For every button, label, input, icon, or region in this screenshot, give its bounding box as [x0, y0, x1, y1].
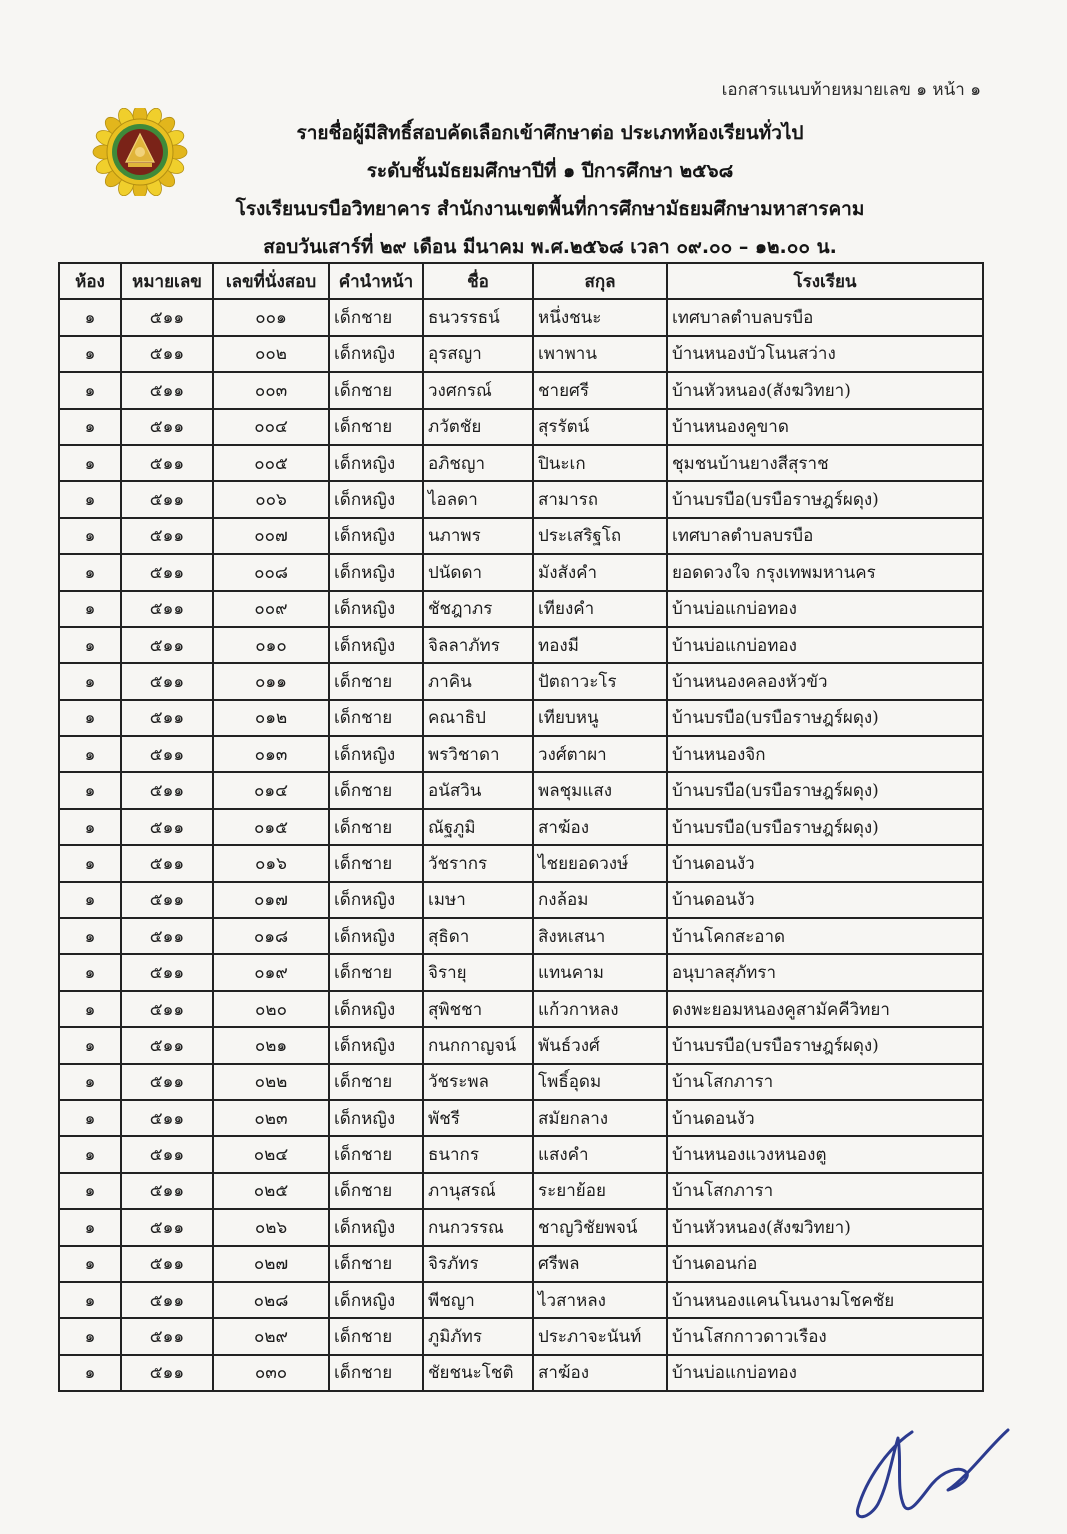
cell-room: ๑	[59, 991, 121, 1027]
cell-seat-number: ๐๒๗	[213, 1246, 329, 1282]
cell-school: ชุมชนบ้านยางสีสุราช	[667, 445, 983, 481]
cell-number: ๕๑๑	[121, 1064, 213, 1100]
cell-surname: โพธิ์อุดม	[533, 1064, 667, 1100]
cell-surname: แทนคาม	[533, 954, 667, 990]
cell-surname: สาฆ้อง	[533, 1355, 667, 1391]
cell-surname: วงศ์ตาผา	[533, 736, 667, 772]
cell-first-name: คณาธิป	[423, 700, 533, 736]
cell-number: ๕๑๑	[121, 481, 213, 517]
cell-room: ๑	[59, 736, 121, 772]
cell-number: ๕๑๑	[121, 809, 213, 845]
cell-room: ๑	[59, 1282, 121, 1318]
cell-room: ๑	[59, 809, 121, 845]
header-room: ห้อง	[59, 263, 121, 299]
table-row	[59, 627, 983, 663]
cell-school: ดงพะยอมหนองคูสามัคคีวิทยา	[667, 991, 983, 1027]
cell-prefix: เด็กหญิง	[329, 1209, 423, 1245]
cell-first-name: ชัชฎาภร	[423, 591, 533, 627]
cell-prefix: เด็กชาย	[329, 663, 423, 699]
cell-prefix: เด็กชาย	[329, 772, 423, 808]
cell-number: ๕๑๑	[121, 736, 213, 772]
cell-school: บ้านบ่อแกบ่อทอง	[667, 1355, 983, 1391]
cell-room: ๑	[59, 409, 121, 445]
cell-school: บ้านบรบือ(บรบือราษฎร์ผดุง)	[667, 1027, 983, 1063]
cell-prefix: เด็กชาย	[329, 1064, 423, 1100]
cell-prefix: เด็กหญิง	[329, 518, 423, 554]
cell-number: ๕๑๑	[121, 772, 213, 808]
cell-school: ยอดดวงใจ กรุงเทพมหานคร	[667, 554, 983, 590]
cell-prefix: เด็กหญิง	[329, 1027, 423, 1063]
cell-surname: เทียบหนู	[533, 700, 667, 736]
cell-first-name: ภานุสรณ์	[423, 1173, 533, 1209]
cell-school: บ้านหนองคูขาด	[667, 409, 983, 445]
cell-surname: พลชุมแสง	[533, 772, 667, 808]
cell-surname: สมัยกลาง	[533, 1100, 667, 1136]
cell-first-name: ณัฐภูมิ	[423, 809, 533, 845]
cell-school: บ้านหนองแวงหนองตู	[667, 1136, 983, 1172]
cell-prefix: เด็กชาย	[329, 1318, 423, 1354]
cell-school: บ้านบรบือ(บรบือราษฎร์ผดุง)	[667, 700, 983, 736]
cell-seat-number: ๐๐๘	[213, 554, 329, 590]
cell-first-name: พีชญา	[423, 1282, 533, 1318]
table-row	[59, 1173, 983, 1209]
table-row	[59, 1136, 983, 1172]
cell-room: ๑	[59, 336, 121, 372]
heading-line-1: รายชื่อผู้มีสิทธิ์สอบคัดเลือกเข้าศึกษาต่อ ประเภทห้องเรียนทั่วไป	[296, 122, 804, 144]
cell-seat-number: ๐๒๔	[213, 1136, 329, 1172]
cell-number: ๕๑๑	[121, 1027, 213, 1063]
cell-number: ๕๑๑	[121, 409, 213, 445]
cell-school: บ้านดอนก่อ	[667, 1246, 983, 1282]
cell-seat-number: ๐๐๖	[213, 481, 329, 517]
cell-prefix: เด็กหญิง	[329, 591, 423, 627]
cell-seat-number: ๐๐๗	[213, 518, 329, 554]
cell-prefix: เด็กชาย	[329, 409, 423, 445]
cell-first-name: ภาคิน	[423, 663, 533, 699]
header-school: โรงเรียน	[667, 263, 983, 299]
cell-school: บ้านหัวหนอง(สังฆวิทยา)	[667, 372, 983, 408]
table-header-row	[59, 263, 983, 299]
cell-number: ๕๑๑	[121, 1355, 213, 1391]
cell-surname: ชายศรี	[533, 372, 667, 408]
document-heading	[150, 114, 950, 266]
cell-seat-number: ๐๐๑	[213, 299, 329, 335]
cell-surname: สามารถ	[533, 481, 667, 517]
cell-room: ๑	[59, 627, 121, 663]
cell-surname: สาฆ้อง	[533, 809, 667, 845]
cell-first-name: นภาพร	[423, 518, 533, 554]
cell-number: ๕๑๑	[121, 445, 213, 481]
cell-number: ๕๑๑	[121, 299, 213, 335]
cell-number: ๕๑๑	[121, 518, 213, 554]
cell-prefix: เด็กหญิง	[329, 554, 423, 590]
cell-seat-number: ๐๑๓	[213, 736, 329, 772]
table-row	[59, 954, 983, 990]
cell-seat-number: ๐๐๔	[213, 409, 329, 445]
cell-prefix: เด็กชาย	[329, 372, 423, 408]
table-row	[59, 1064, 983, 1100]
cell-first-name: ปนัดดา	[423, 554, 533, 590]
candidate-table	[58, 262, 984, 1392]
cell-number: ๕๑๑	[121, 845, 213, 881]
cell-number: ๕๑๑	[121, 1136, 213, 1172]
cell-first-name: ภวัตชัย	[423, 409, 533, 445]
header-seat-number: เลขที่นั่งสอบ	[213, 263, 329, 299]
cell-number: ๕๑๑	[121, 882, 213, 918]
cell-number: ๕๑๑	[121, 954, 213, 990]
cell-surname: สิงหเสนา	[533, 918, 667, 954]
cell-surname: ปินะเก	[533, 445, 667, 481]
cell-school: บ้านดอนงัว	[667, 882, 983, 918]
cell-seat-number: ๐๑๔	[213, 772, 329, 808]
cell-seat-number: ๐๐๒	[213, 336, 329, 372]
document-reference: เอกสารแนบท้ายหมายเลข ๑ หน้า ๑	[721, 80, 981, 100]
table-row	[59, 663, 983, 699]
table-row	[59, 299, 983, 335]
cell-surname: ไวสาหลง	[533, 1282, 667, 1318]
cell-number: ๕๑๑	[121, 1173, 213, 1209]
cell-seat-number: ๐๒๓	[213, 1100, 329, 1136]
cell-prefix: เด็กชาย	[329, 1246, 423, 1282]
cell-number: ๕๑๑	[121, 1282, 213, 1318]
cell-prefix: เด็กหญิง	[329, 736, 423, 772]
cell-school: บ้านดอนงัว	[667, 845, 983, 881]
cell-first-name: จิลลาภัทร	[423, 627, 533, 663]
heading-line-4: สอบวันเสาร์ที่ ๒๙ เดือน มีนาคม พ.ศ.๒๕๖๘ เวลา ๐๙.๐๐ – ๑๒.๐๐ น.	[263, 236, 837, 258]
cell-surname: ศรีพล	[533, 1246, 667, 1282]
cell-first-name: วงศกรณ์	[423, 372, 533, 408]
cell-prefix: เด็กชาย	[329, 299, 423, 335]
cell-first-name: จิรายุ	[423, 954, 533, 990]
cell-first-name: อนัสวิน	[423, 772, 533, 808]
cell-prefix: เด็กหญิง	[329, 918, 423, 954]
cell-surname: ทองมี	[533, 627, 667, 663]
table-row	[59, 518, 983, 554]
cell-seat-number: ๐๒๐	[213, 991, 329, 1027]
cell-number: ๕๑๑	[121, 700, 213, 736]
cell-number: ๕๑๑	[121, 627, 213, 663]
cell-prefix: เด็กหญิง	[329, 1282, 423, 1318]
cell-prefix: เด็กชาย	[329, 809, 423, 845]
table-row	[59, 372, 983, 408]
cell-school: บ้านบ่อแกบ่อทอง	[667, 591, 983, 627]
table-row	[59, 591, 983, 627]
cell-school: บ้านหัวหนอง(สังฆวิทยา)	[667, 1209, 983, 1245]
cell-room: ๑	[59, 845, 121, 881]
cell-room: ๑	[59, 918, 121, 954]
table-row	[59, 1355, 983, 1391]
cell-first-name: อุรสญา	[423, 336, 533, 372]
cell-seat-number: ๐๑๒	[213, 700, 329, 736]
cell-prefix: เด็กหญิง	[329, 882, 423, 918]
cell-school: อนุบาลสุภัทรา	[667, 954, 983, 990]
cell-school: บ้านบรบือ(บรบือราษฎร์ผดุง)	[667, 481, 983, 517]
table-row	[59, 409, 983, 445]
cell-surname: พันธ์วงศ์	[533, 1027, 667, 1063]
cell-room: ๑	[59, 372, 121, 408]
cell-number: ๕๑๑	[121, 372, 213, 408]
cell-seat-number: ๐๒๒	[213, 1064, 329, 1100]
table-row	[59, 736, 983, 772]
cell-first-name: เมษา	[423, 882, 533, 918]
table-row	[59, 554, 983, 590]
cell-surname: แสงคำ	[533, 1136, 667, 1172]
cell-number: ๕๑๑	[121, 918, 213, 954]
cell-first-name: พรวิชาดา	[423, 736, 533, 772]
cell-seat-number: ๐๐๕	[213, 445, 329, 481]
cell-school: บ้านหนองจิก	[667, 736, 983, 772]
cell-prefix: เด็กชาย	[329, 845, 423, 881]
cell-seat-number: ๐๒๕	[213, 1173, 329, 1209]
cell-school: บ้านบ่อแกบ่อทอง	[667, 627, 983, 663]
cell-surname: ประภาจะนันท์	[533, 1318, 667, 1354]
cell-number: ๕๑๑	[121, 554, 213, 590]
cell-room: ๑	[59, 663, 121, 699]
cell-prefix: เด็กหญิง	[329, 445, 423, 481]
table-row	[59, 336, 983, 372]
heading-line-2: ระดับชั้นมัธยมศึกษาปีที่ ๑ ปีการศึกษา ๒๕๖๘	[366, 160, 734, 182]
cell-prefix: เด็กหญิง	[329, 481, 423, 517]
header-first-name: ชื่อ	[423, 263, 533, 299]
cell-number: ๕๑๑	[121, 1209, 213, 1245]
table-row	[59, 1100, 983, 1136]
table-row	[59, 772, 983, 808]
cell-number: ๕๑๑	[121, 663, 213, 699]
table-row	[59, 700, 983, 736]
cell-room: ๑	[59, 1209, 121, 1245]
table-row	[59, 918, 983, 954]
table-row	[59, 1246, 983, 1282]
cell-first-name: จิรภัทร	[423, 1246, 533, 1282]
table-row	[59, 809, 983, 845]
cell-first-name: ไอลดา	[423, 481, 533, 517]
cell-room: ๑	[59, 700, 121, 736]
cell-room: ๑	[59, 1355, 121, 1391]
cell-prefix: เด็กหญิง	[329, 1100, 423, 1136]
cell-first-name: ชัยชนะโชติ	[423, 1355, 533, 1391]
cell-school: บ้านโสกภารา	[667, 1064, 983, 1100]
cell-prefix: เด็กชาย	[329, 954, 423, 990]
cell-surname: กงล้อม	[533, 882, 667, 918]
header-number: หมายเลข	[121, 263, 213, 299]
cell-first-name: สุพิชชา	[423, 991, 533, 1027]
cell-surname: ปัตถาวะโร	[533, 663, 667, 699]
header-surname: สกุล	[533, 263, 667, 299]
cell-room: ๑	[59, 1173, 121, 1209]
cell-school: บ้านโสกกาวดาวเรือง	[667, 1318, 983, 1354]
cell-seat-number: ๐๒๙	[213, 1318, 329, 1354]
cell-prefix: เด็กหญิง	[329, 627, 423, 663]
table-row	[59, 845, 983, 881]
cell-school: บ้านหนองบัวโนนสว่าง	[667, 336, 983, 372]
cell-school: บ้านโคกสะอาด	[667, 918, 983, 954]
cell-seat-number: ๐๐๓	[213, 372, 329, 408]
cell-school: บ้านบรบือ(บรบือราษฎร์ผดุง)	[667, 809, 983, 845]
cell-room: ๑	[59, 882, 121, 918]
cell-number: ๕๑๑	[121, 1100, 213, 1136]
cell-room: ๑	[59, 1064, 121, 1100]
cell-first-name: กนกวรรณ	[423, 1209, 533, 1245]
cell-seat-number: ๐๑๕	[213, 809, 329, 845]
cell-room: ๑	[59, 1318, 121, 1354]
cell-school: บ้านบรบือ(บรบือราษฎร์ผดุง)	[667, 772, 983, 808]
cell-room: ๑	[59, 1027, 121, 1063]
cell-room: ๑	[59, 591, 121, 627]
cell-prefix: เด็กชาย	[329, 1355, 423, 1391]
cell-surname: แก้วกาหลง	[533, 991, 667, 1027]
cell-surname: ไชยยอดวงษ์	[533, 845, 667, 881]
cell-number: ๕๑๑	[121, 336, 213, 372]
cell-seat-number: ๐๑๐	[213, 627, 329, 663]
cell-seat-number: ๐๑๗	[213, 882, 329, 918]
table-row	[59, 481, 983, 517]
cell-school: บ้านหนองคลองหัวขัว	[667, 663, 983, 699]
cell-surname: ระยาย้อย	[533, 1173, 667, 1209]
cell-surname: เพาพาน	[533, 336, 667, 372]
cell-school: เทศบาลตำบลบรบือ	[667, 518, 983, 554]
cell-first-name: วัชรากร	[423, 845, 533, 881]
cell-room: ๑	[59, 481, 121, 517]
table-row	[59, 1318, 983, 1354]
cell-seat-number: ๐๑๑	[213, 663, 329, 699]
cell-room: ๑	[59, 1136, 121, 1172]
cell-first-name: ภูมิภัทร	[423, 1318, 533, 1354]
cell-prefix: เด็กชาย	[329, 1173, 423, 1209]
cell-first-name: วัชระพล	[423, 1064, 533, 1100]
cell-seat-number: ๐๑๙	[213, 954, 329, 990]
cell-number: ๕๑๑	[121, 991, 213, 1027]
cell-first-name: ธนวรรธน์	[423, 299, 533, 335]
cell-first-name: กนกกาญจน์	[423, 1027, 533, 1063]
cell-room: ๑	[59, 445, 121, 481]
cell-surname: มังสังคำ	[533, 554, 667, 590]
cell-surname: ประเสริฐโถ	[533, 518, 667, 554]
cell-school: บ้านหนองแคนโนนงามโชคชัย	[667, 1282, 983, 1318]
cell-number: ๕๑๑	[121, 1246, 213, 1282]
cell-seat-number: ๐๑๘	[213, 918, 329, 954]
cell-seat-number: ๐๓๐	[213, 1355, 329, 1391]
cell-prefix: เด็กชาย	[329, 700, 423, 736]
cell-first-name: ธนากร	[423, 1136, 533, 1172]
cell-room: ๑	[59, 299, 121, 335]
cell-room: ๑	[59, 1246, 121, 1282]
cell-room: ๑	[59, 1100, 121, 1136]
cell-prefix: เด็กหญิง	[329, 991, 423, 1027]
cell-number: ๕๑๑	[121, 1318, 213, 1354]
cell-seat-number: ๐๐๙	[213, 591, 329, 627]
cell-room: ๑	[59, 954, 121, 990]
cell-first-name: พัชรี	[423, 1100, 533, 1136]
cell-room: ๑	[59, 772, 121, 808]
cell-surname: เทียงคำ	[533, 591, 667, 627]
cell-first-name: สุธิดา	[423, 918, 533, 954]
header-prefix: คำนำหน้า	[329, 263, 423, 299]
cell-seat-number: ๐๒๑	[213, 1027, 329, 1063]
heading-line-3: โรงเรียนบรบือวิทยาคาร สำนักงานเขตพื้นที่การศึกษามัธยมศึกษามหาสารคาม	[235, 198, 865, 220]
table-row	[59, 445, 983, 481]
cell-prefix: เด็กชาย	[329, 1136, 423, 1172]
table-row	[59, 991, 983, 1027]
table-row	[59, 1209, 983, 1245]
cell-prefix: เด็กหญิง	[329, 336, 423, 372]
cell-seat-number: ๐๑๖	[213, 845, 329, 881]
cell-surname: ชาญวิชัยพจน์	[533, 1209, 667, 1245]
cell-first-name: อภิชญา	[423, 445, 533, 481]
cell-school: เทศบาลตำบลบรบือ	[667, 299, 983, 335]
cell-room: ๑	[59, 518, 121, 554]
signature	[848, 1418, 1018, 1526]
cell-seat-number: ๐๒๘	[213, 1282, 329, 1318]
cell-surname: หนึ่งชนะ	[533, 299, 667, 335]
cell-school: บ้านดอนงัว	[667, 1100, 983, 1136]
cell-school: บ้านโสกภารา	[667, 1173, 983, 1209]
table-row	[59, 1282, 983, 1318]
cell-seat-number: ๐๒๖	[213, 1209, 329, 1245]
table-row	[59, 1027, 983, 1063]
cell-room: ๑	[59, 554, 121, 590]
cell-number: ๕๑๑	[121, 591, 213, 627]
cell-surname: สุรรัตน์	[533, 409, 667, 445]
table-row	[59, 882, 983, 918]
